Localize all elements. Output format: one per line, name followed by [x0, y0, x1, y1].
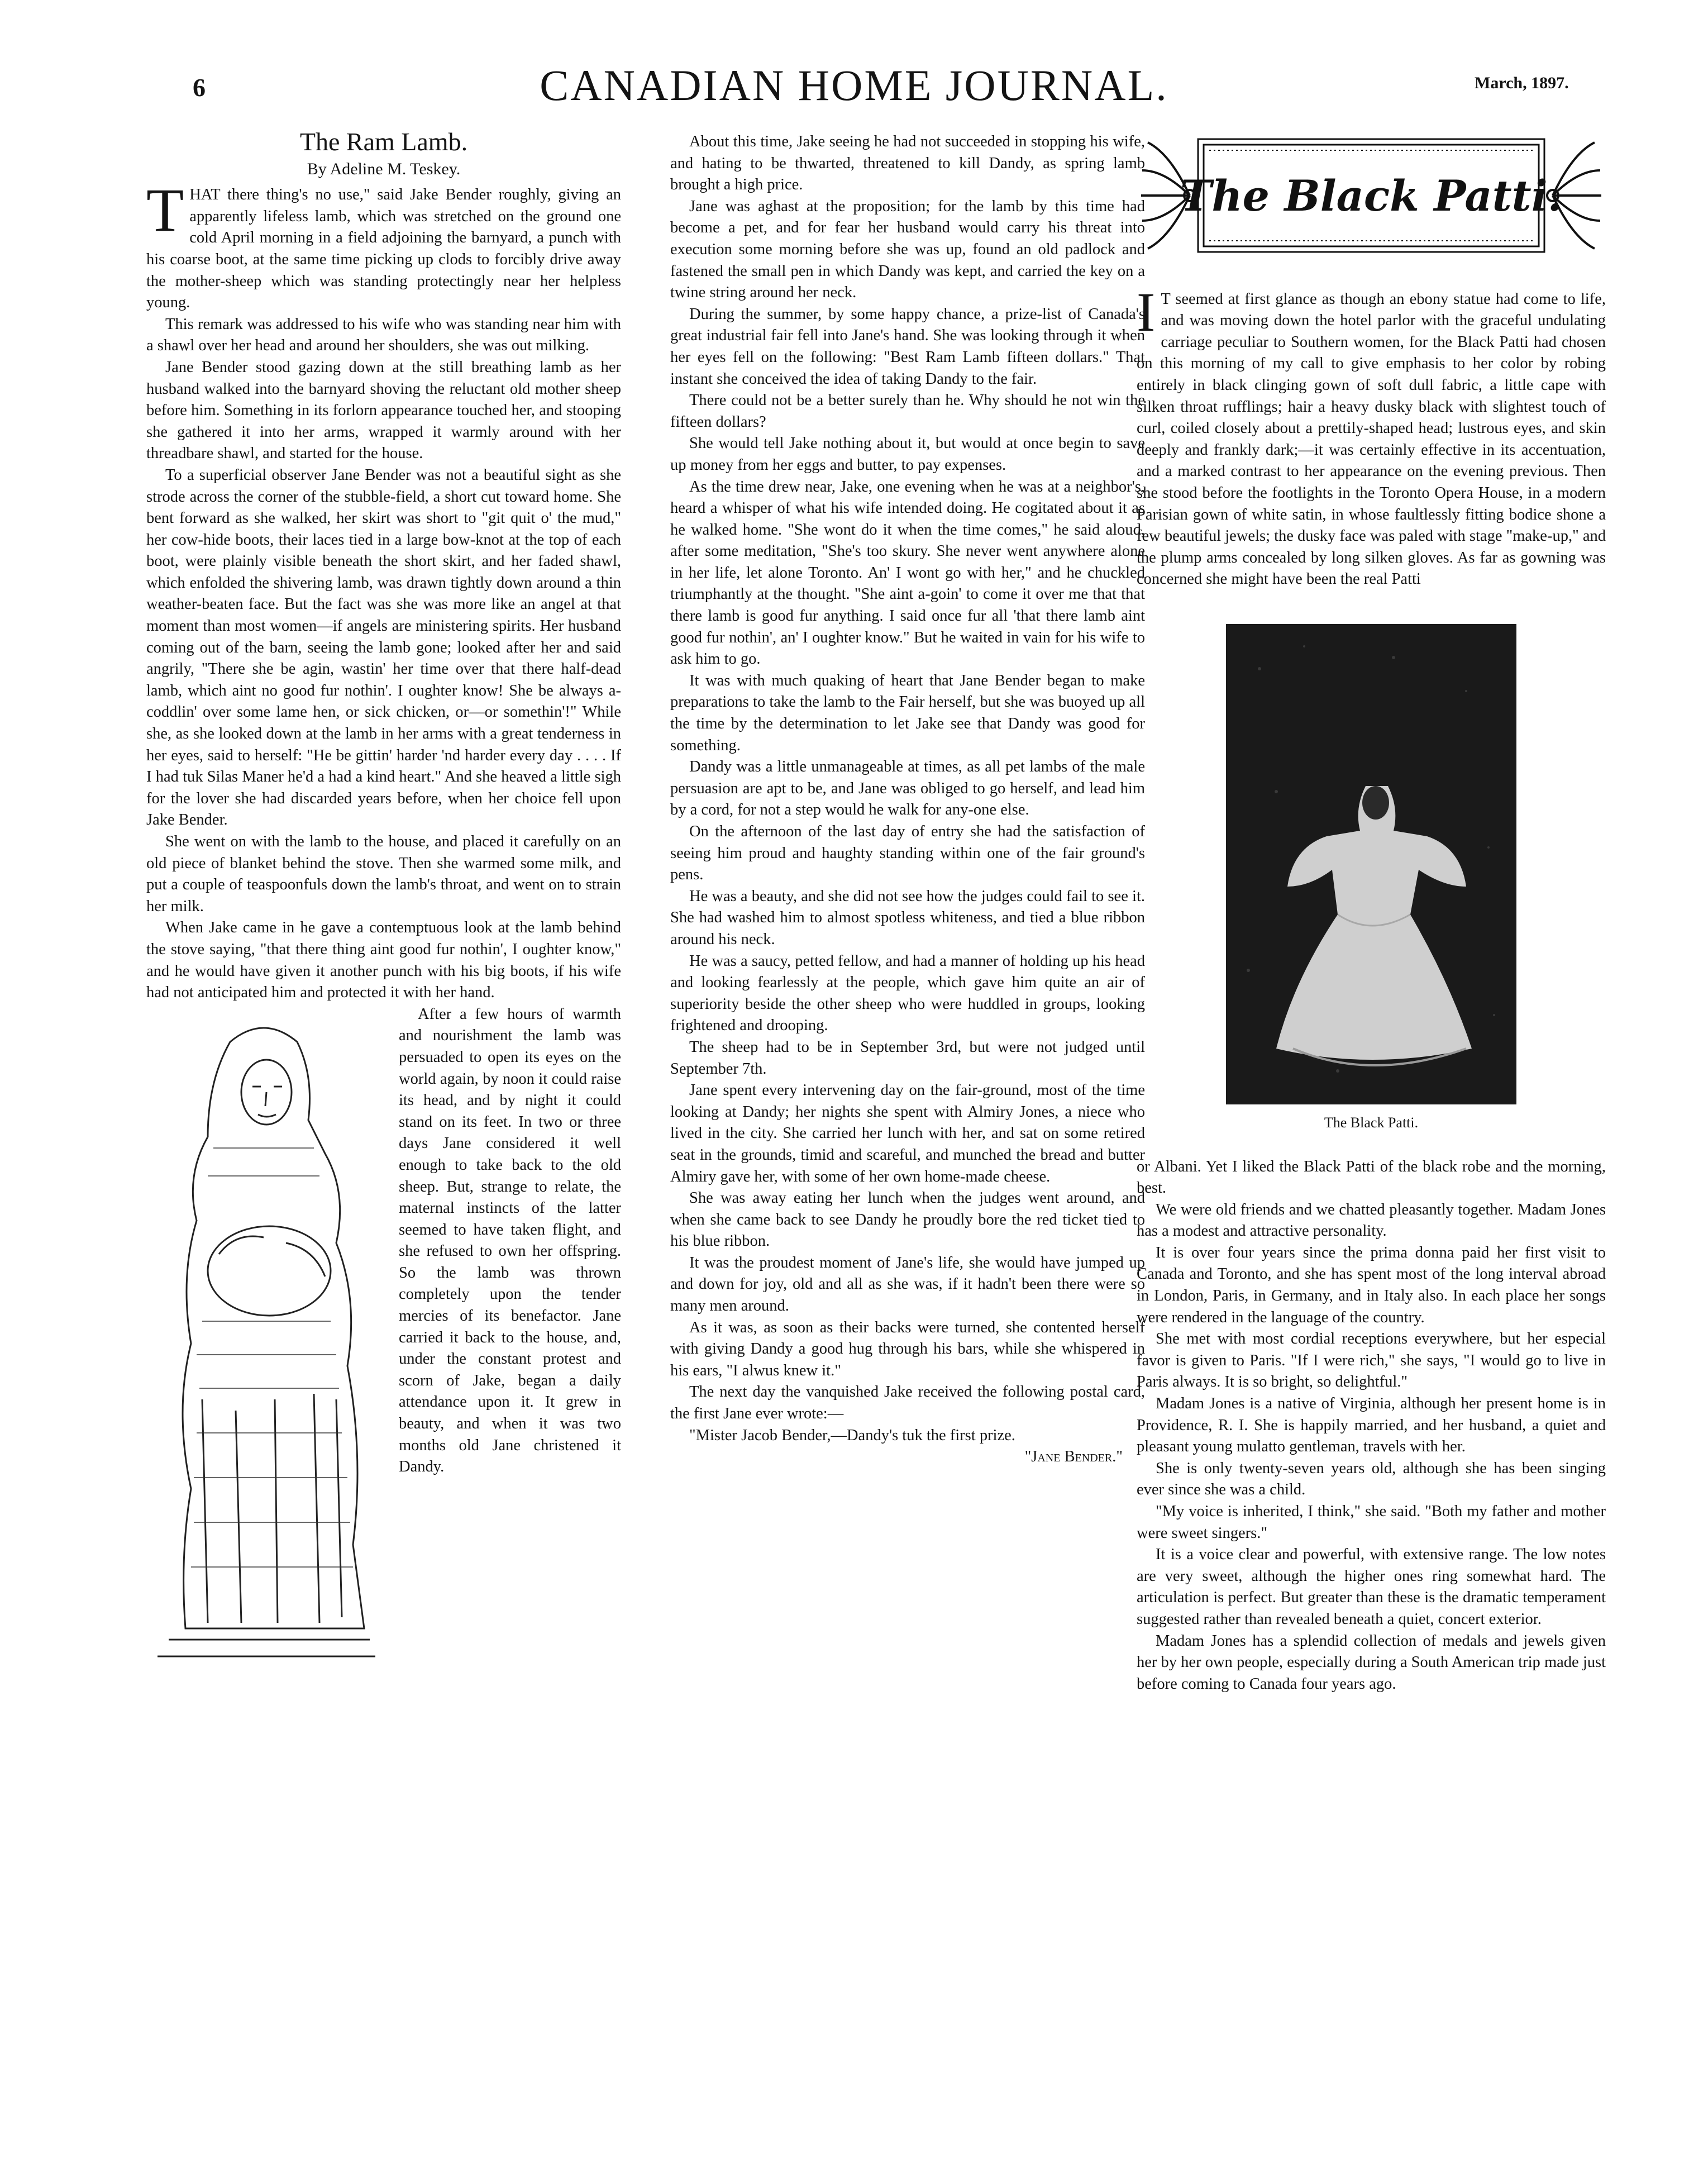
feature-paragraph: Madam Jones has a splendid collection of medals and jewels given her by her own people, especially during a South American trip made just before coming to Canada four years ago.: [1137, 1632, 1606, 1693]
story-paragraph: He was a beauty, and she did not see how the judges could fail to see it. She had washed him to almost spotless whiteness, and tied a blue ribbon around his neck.: [670, 887, 1145, 948]
feature-title: The Black Patti.: [1180, 171, 1563, 221]
postal-card-signature: "Jane Bender.": [1024, 1448, 1123, 1466]
photo-caption: The Black Patti.: [1324, 1114, 1419, 1131]
black-patti-photograph: [1226, 624, 1516, 1104]
story-paragraph: To a superficial observer Jane Bender was not a beautiful sight as she strode across the corner of the stubble-field, a short cut toward home. She bent forward as she walked, her skirt was short to "git quit o' the mud," her cow-hide boots, their laces tied in a large bow-knot at the top of each boot, were plainly visible beneath the short skirt, and her faded shawl, which enfolded the shivering lamb, was drawn tightly down around a thin weather-beaten face. But the fact was she was more like an angel at that moment than most women—if angels are ministering spirits. Her husband coming out of the barn, seeing the lamb gone; looked after her and said angrily, "There she be agin, wastin' her time over that there half-dead lamb, which aint no good fur nothin'. I oughter know! She be always a-coddlin' over some lame hen, or sick chicken, or—or somethin'!" While she, as she looked down at the lamb in her arms with a great tenderness in her eyes, said to herself: "He be gittin' harder 'nd harder every day . . . . If I had tuk Silas Maner he'd a had a kind heart." And she heaved a little sigh for the lover she had discarded years before, when her choice fell upon Jake Bender.: [146, 466, 621, 829]
page-number: 6: [193, 73, 206, 102]
story-paragraph: As the time drew near, Jake, one evening when he was at a neighbor's, heard a whisper of what his wife intended doing. He cogitated about it as he walked home. "She wont do it when the time comes," he said aloud, after some meditation, "She's too skury. She never went anywhere alone in her life, let alone Toronto. An' I wont go with her," and he chuckled triumphantly at the thought. "She aint a-goin' to come it over me that that there lamb is good fur anything. I said once fur all 'that there lamb aint good fur nothin', an' I oughter know." But he waited in vain for his wife to ask him to go.: [670, 478, 1145, 668]
story-paragraph: She went on with the lamb to the house, and placed it carefully on an old piece of blanket behind the stove. Then she warmed some milk, and put a couple of teaspoonfuls down the lamb's throat, and went on to strain her milk.: [146, 833, 621, 915]
story-paragraph: The next day the vanquished Jake received the following postal card, the first Jane ever wrote:—: [670, 1383, 1145, 1423]
drop-cap: I: [1137, 280, 1156, 343]
story-paragraph: After a few hours of warmth and nourishment the lamb was persuaded to open its eyes on the world again, by noon it could raise its head, and by night it could stand on its feet. In two or three days Jane considered it well enough to take back to the old sheep. But, strange to relate, the maternal instincts of the latter seemed to have taken flight, and she refused to own her offspring. So the lamb was thrown completely upon the tender mercies of its benefactor. Jane carried it back to the house, and, under the constant protest and scorn of Jake, began a daily attendance upon it. It grew in beauty, and when it was two months old Jane christened it Dandy.: [399, 1005, 621, 1476]
story-title: The Ram Lamb.: [299, 127, 468, 156]
story-paragraph: It was with much quaking of heart that Jane Bender began to make preparations to take the lamb to the Fair herself, but she was buoyed up all the time by the determination to let Jake see that Dandy was good for something.: [670, 671, 1145, 754]
story-paragraph: It was the proudest moment of Jane's life, she would have jumped up and down for joy, old and all as she was, if it hadn't been there were so many men around.: [670, 1254, 1145, 1315]
feature-paragraph: Madam Jones is a native of Virginia, although her present home is in Providence, R. I. She is happily married, and her husband, a quiet and pleasant young mulatto gentleman, travels with her.: [1137, 1395, 1606, 1456]
story-byline: By Adeline M. Teskey.: [307, 159, 461, 178]
photo-block: [1137, 624, 1606, 1134]
story-paragraph: Jane Bender stood gazing down at the still breathing lamb as her husband walked into the barnyard shoving the reluctant old mother sheep before him. Something in its forlorn appearance touched her, and stooping she gathered it into her arms, wrapped it warmly around with her threadbare shawl, and started for the house.: [146, 358, 621, 463]
feature-paragraph: or Albani. Yet I liked the Black Patti of the black robe and the morning, best.: [1137, 1158, 1606, 1197]
story-column-1: [146, 127, 621, 2008]
feature-paragraph: I T seemed at first glance as though an ebony statue had come to life, and was moving down the hotel parlor with the graceful undulating carriage peculiar to Southern women, for the Black Patti had chosen on this morning of my call to give emphasis to her color by robing entirely in black clinging gown of soft dull fabric, a little cape with silken throat rufflings; hair a heavy dusky black with slightest touch of curl, coiled closely about a prettily-shaped head; lustrous eyes, and skin deeply and frankly dark;—it was certainly effective in its accentuation, and a marked contrast to her appearance on the evening previous. Then she stood before the footlights in the Toronto Opera House, in a modern Parisian gown of white satin, in whose faultlessly fitting bodice shone a few beautiful jewels; the dusky face was paled with stage "make-up," and the plump arms concealed by long silken gloves. As far as gowning was concerned she might have been the real Patti: [1137, 280, 1606, 588]
story-paragraph: Dandy was a little unmanageable at times, as all pet lambs of the male persuasion are apt to be, and Jane was obliged to go herself, and lead him by a cord, for not a step would he walk for any-one else.: [670, 758, 1145, 819]
feature-paragraph: "My voice is inherited, I think," she said. "Both my father and mother were sweet singers.": [1137, 1503, 1606, 1542]
feature-column: [1137, 131, 1606, 2008]
story-paragraph: There could not be a better surely than he. Why should he not win the fifteen dollars?: [670, 392, 1145, 431]
story-column-2: [670, 131, 1145, 2008]
issue-date: March, 1897.: [1475, 74, 1569, 92]
feature-paragraph: She met with most cordial receptions everywhere, but her especial favor is given to Paris. "If I were rich," she says, "I would go to live in Paris always. It is so bright, so delightful.": [1137, 1330, 1606, 1391]
story-paragraph: During the summer, by some happy chance, a prize-list of Canada's great industrial fair fell into Jane's hand. She was looking through it when her eyes fell on the following: "Best Ram Lamb fifteen dollars." That instant she conceived the idea of taking Dandy to the fair.: [670, 305, 1145, 388]
feature-paragraph: It is over four years since the prima donna paid her first visit to Canada and Toronto, and she has spent most of the long interval abroad in London, Paris, in Germany, and in Italy also. In each place her songs were rendered in the language of the country.: [1137, 1244, 1606, 1326]
story-paragraph: The sheep had to be in September 3rd, but were not judged until September 7th.: [670, 1038, 1145, 1078]
feature-paragraph: It is a voice clear and powerful, with extensive range. The low notes are very sweet, although the higher ones ring somewhat hard. The articulation is perfect. But greater than these is the dramatic temperament suggested rather than revealed beneath a quiet, concert exterior.: [1137, 1546, 1606, 1628]
story-paragraph: Jane spent every intervening day on the fair-ground, most of the time looking at Dandy; her nights she spent with Almiry Jones, a niece who lived in the city. She carried her lunch with her, and sat on some retired seat in the grounds, timid and scareful, and munched the bread and butter Almiry gave her, with some of her own home-made cheese.: [670, 1082, 1145, 1185]
story-paragraph: On the afternoon of the last day of entry she had the satisfaction of seeing him proud and haughty standing within one of the fair ground's pens.: [670, 823, 1145, 884]
woman-with-lamb-illustration: [146, 1008, 387, 1673]
story-paragraph: As it was, as soon as their backs were turned, she contented herself with giving Dandy a good hug through his bars, while she whispered in his ears, "I alwus knew it.": [670, 1318, 1145, 1379]
black-patti-banner: [1137, 131, 1606, 260]
feature-paragraph: We were old friends and we chatted pleasantly together. Madam Jones has a modest and attractive personality.: [1137, 1201, 1606, 1240]
story-paragraph: About this time, Jake seeing he had not succeeded in stopping his wife, and hating to be thwarted, threatened to kill Dandy, as spring lamb brought a high price.: [670, 133, 1145, 194]
story-paragraph: She would tell Jake nothing about it, but would at once begin to save up money from her eggs and butter, to pay expenses.: [670, 435, 1145, 474]
story-paragraph: This remark was addressed to his wife who was standing near him with a shawl over her head and around her shoulders, she was out milking.: [146, 315, 621, 355]
story-paragraph: He was a saucy, petted fellow, and had a manner of holding up his head and looking fearlessly at the people, which gave him quite an air of superiority beside the other sheep who were huddled in groups, looking frightened and drooping.: [670, 952, 1145, 1035]
drop-cap: T: [146, 176, 184, 245]
masthead: CANADIAN HOME JOURNAL.: [540, 61, 1168, 109]
postal-card-text: "Mister Jacob Bender,—Dandy's tuk the first prize.: [689, 1426, 1015, 1444]
feature-paragraph: She is only twenty-seven years old, although she has been singing ever since she was a child.: [1137, 1459, 1606, 1499]
story-paragraph: She was away eating her lunch when the judges went around, and when she came back to see Dandy he proudly bore the red ticket tied to his blue ribbon.: [670, 1189, 1145, 1250]
story-paragraph: Jane was aghast at the proposition; for the lamb by this time had become a pet, and for fear her husband would carry his threat into execution some morning before she was up, found an old padlock and fastened the small pen in which Dandy was kept, and carried the key on a twine string around her neck.: [670, 197, 1145, 302]
story-paragraph: When Jake came in he gave a contemptuous look at the lamb behind the stove saying, "that there thing aint good fur nothin', I oughter know," and he would have given it another punch with his big boots, if his wife had not anticipated him and protected it with her hand.: [146, 919, 621, 1002]
story-paragraph: THAT there thing's no use," said Jake Bender roughly, giving an apparently lifeless lamb, which was stretched on the ground one cold April morning in a field adjoining the barnyard, a punch with his coarse boot, at the same time picking up clods to forcibly drive away the mother-sheep which was standing protectingly near her helpless young.: [146, 176, 621, 312]
